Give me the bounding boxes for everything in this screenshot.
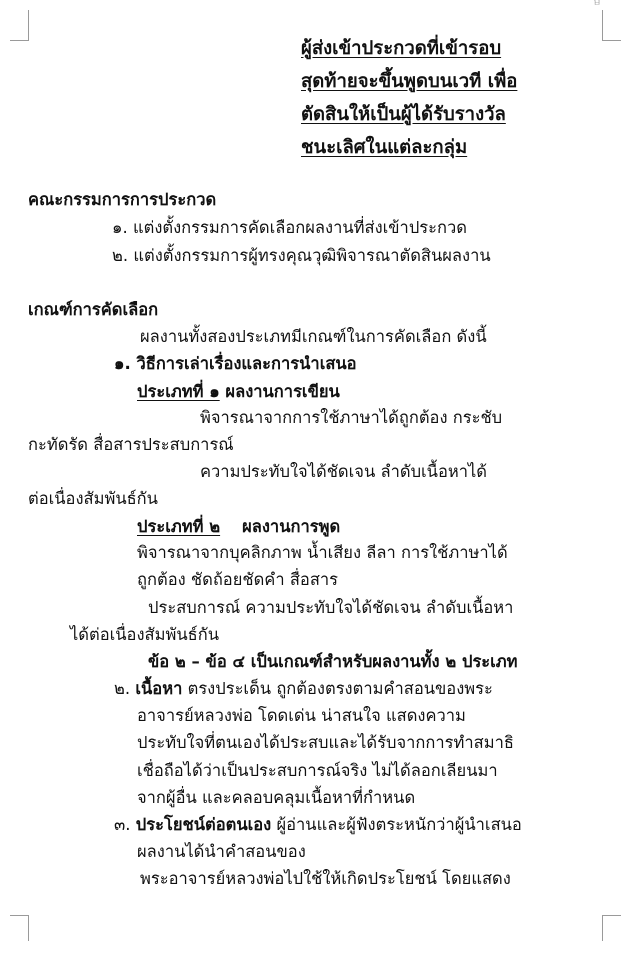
section2-line-1	[114, 677, 493, 703]
crop-mark-bottom-left	[10, 915, 29, 941]
title-line-3: ตัดสินให้เป็นผู้ได้รับรางวัล	[301, 104, 506, 125]
section1-title: ๑. วิธีการเล่าเรื่องและการนำเสนอ	[114, 354, 357, 373]
crop-mark-top-left	[10, 10, 29, 41]
committee-item-1: ๑. แต่งตั้งกรรมการคัดเลือกผลงานที่ส่งเข้าประกวด	[112, 218, 467, 237]
criteria-heading: เกณฑ์การคัดเลือก	[28, 300, 159, 319]
section2-line-2: อาจารย์หลวงพ่อ โดดเด่น น่าสนใจ แสดงความ	[137, 706, 466, 725]
type2-heading	[137, 515, 340, 541]
section3-line-2: ผลงานได้นำคำสอนของ	[137, 842, 306, 861]
title-line-4: ชนะเลิศในแต่ละกลุ่ม	[301, 137, 468, 158]
section2-line-3: ประทับใจที่ตนเองได้ประสบและได้รับจากการทำสมาธิ	[137, 733, 514, 752]
section3-line-1	[114, 813, 522, 839]
criteria-note: ข้อ ๒ – ข้อ ๔ เป็นเกณฑ์สำหรับผลงานทั้ง ๒ ประเภท	[148, 652, 518, 671]
committee-item-2: ๒. แต่งตั้งกรรมการผู้ทรงคุณวุฒิพิจารณาตัดสินผลงาน	[112, 246, 491, 265]
section3-text-1: ผู้อ่านและผู้ฟังตระหนักว่าผู้นำเสนอ	[271, 815, 522, 834]
type1-line-1: พิจารณาจากการใช้ภาษาได้ถูกต้อง กระชับ	[200, 408, 503, 427]
section3-number: ๓.	[114, 815, 136, 834]
type2-label: ประเภทที่ ๒	[137, 517, 221, 536]
type1-label: ประเภทที่ ๑	[137, 382, 220, 401]
type2-line-2: ถูกต้อง ชัดถ้อยชัดคำ สื่อสาร	[137, 570, 339, 589]
crop-mark-bottom-right	[602, 915, 621, 941]
type1-line-4: ต่อเนื่องสัมพันธ์กัน	[28, 489, 158, 508]
corner-mark: ㅂ	[592, 0, 602, 9]
committee-heading: คณะกรรมการการประกวด	[28, 190, 217, 209]
section2-number: ๒.	[114, 679, 136, 698]
section2-label: เนื้อหา	[135, 679, 183, 698]
title-line-1: ผู้ส่งเข้าประกวดที่เข้ารอบ	[301, 38, 502, 59]
type1-heading	[137, 380, 340, 406]
section3-label: ประโยชน์ต่อตนเอง	[135, 815, 272, 834]
section3-line-3: พระอาจารย์หลวงพ่อไปใช้ให้เกิดประโยชน์ โดยแสดง	[140, 869, 511, 888]
type2-name: ผลงานการพูด	[242, 517, 341, 536]
section2-text-1: ตรงประเด็น ถูกต้องตรงตามคำสอนของพระ	[182, 679, 493, 698]
criteria-intro: ผลงานทั้งสองประเภทมีเกณฑ์ในการคัดเลือก ดังนี้	[140, 327, 487, 346]
type1-line-3: ความประทับใจได้ชัดเจน ลำดับเนื้อหาได้	[200, 462, 488, 481]
type2-line-4: ได้ต่อเนื่องสัมพันธ์กัน	[70, 625, 219, 644]
crop-mark-top-right	[602, 10, 621, 41]
type1-line-2: กะทัดรัด สื่อสารประสบการณ์	[28, 435, 234, 454]
section2-line-5: จากผู้อื่น และคลอบคลุมเนื้อหาที่กำหนด	[137, 788, 416, 807]
title-line-2: สุดท้ายจะขึ้นพูดบนเวที เพื่อ	[301, 71, 518, 92]
type2-line-3: ประสบการณ์ ความประทับใจได้ชัดเจน ลำดับเนื้อหา	[148, 598, 514, 617]
type1-name: ผลงานการเขียน	[219, 382, 340, 401]
section2-line-4: เชื่อถือได้ว่าเป็นประสบการณ์จริง ไม่ได้ลอกเลียนมา	[137, 761, 498, 780]
type2-line-1: พิจารณาจากบุคลิกภาพ น้ำเสียง ลีลา การใช้ภาษาได้	[137, 543, 508, 562]
